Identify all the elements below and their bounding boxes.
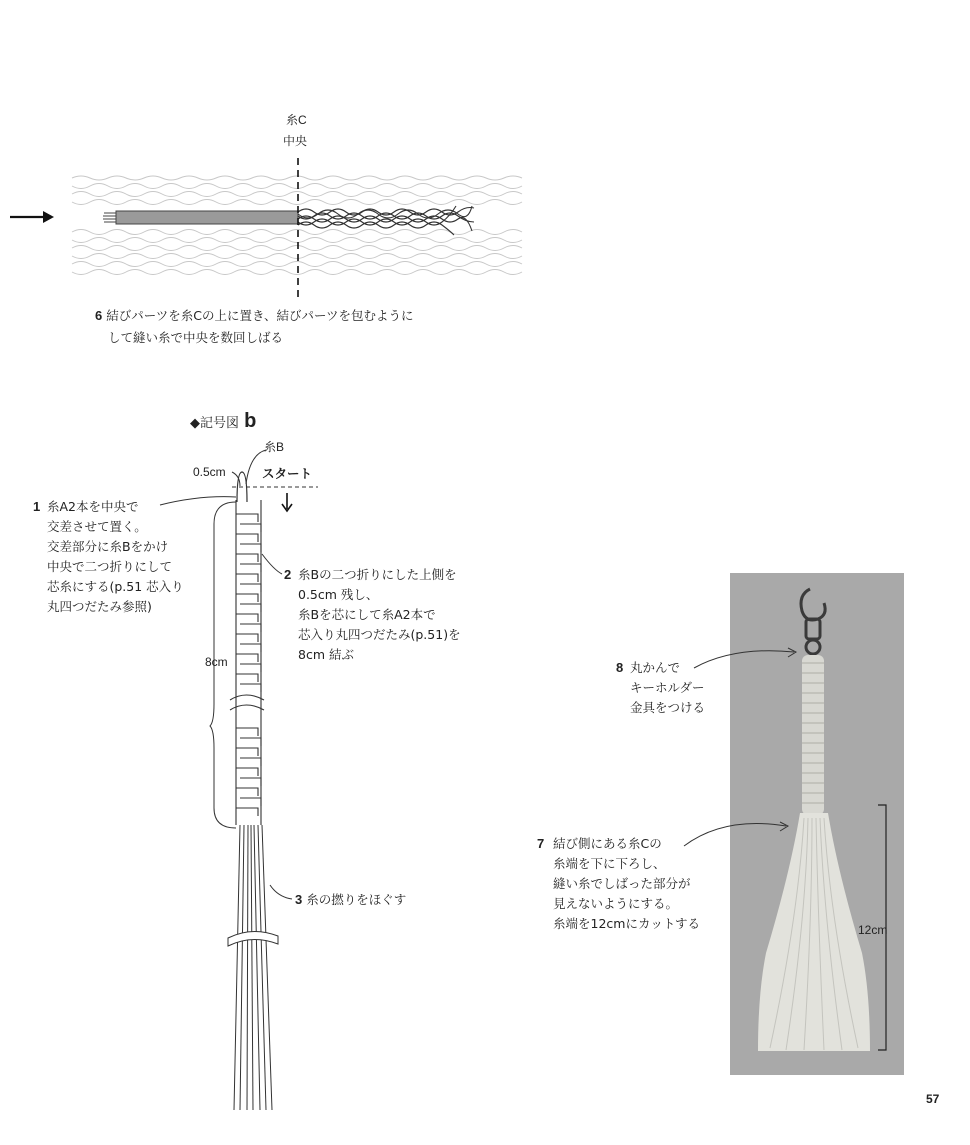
knotted-part-bar [116,211,298,224]
offset-label: 0.5cm [193,465,226,479]
step-7-line: 結び側にある糸Cの [553,836,662,851]
step-1-line: 交差させて置く。 [47,519,147,534]
length-label: 8cm [205,655,228,669]
offset-leader [232,472,240,486]
step-2-line: 0.5cm 残し、 [298,587,379,602]
step-3-note [295,890,406,910]
step-8-line: 金具をつける [630,700,706,715]
step-3-number: 3 [295,892,303,907]
loose-threads [234,825,272,1110]
step-1-line: 丸四つだたみ参照) [47,599,152,614]
photo-leaders [680,640,800,850]
knotted-cord [802,655,824,815]
diagram-title-letter: b [244,410,257,432]
step-8-line: キーホルダー [630,680,705,695]
step-7-arrowhead [780,822,788,831]
step-8-number: 8 [616,660,624,675]
step-3-leader [270,885,292,899]
knot-column [236,500,261,825]
step-2-line: 芯入り丸四つだたみ(p.51)を [298,627,461,642]
diagram-title-text: ◆記号図 [190,416,239,431]
step-7-line: 糸端を12cmにカットする [553,916,700,931]
step-7-number: 7 [537,836,545,851]
thread-c-bundle [72,176,522,275]
step-8-line: 丸かんで [630,660,681,675]
step-1-line: 中央で二つ折りにして [47,559,173,574]
down-arrow-icon [282,493,292,511]
step-2-number: 2 [284,567,292,582]
step-7-leader [684,824,786,847]
step-1-line: 交差部分に糸Bをかけ [47,539,169,554]
step-1-line: 芯糸にする(p.51 芯入り [47,579,184,594]
right-arrow-icon [10,211,54,223]
step-6-line1 [95,306,413,326]
step-1-line: 糸A2本を中央で [47,499,139,514]
step-7-line: 縫い糸でしばった部分が [553,876,691,891]
page-number: 57 [926,1092,940,1106]
step-8-leader [694,651,794,668]
step-6-text-1: 結びパーツを糸Cの上に置き、結びパーツを包むように [106,308,414,323]
figure-6-illustration [0,100,560,320]
step-6-line2: して縫い糸で中央を数回しばる [108,330,284,345]
thread-b-label: 糸B [264,440,285,454]
step-7-line: 見えないようにする。 [553,896,679,911]
step-1-number: 1 [33,499,41,514]
start-label: スタート [262,466,313,481]
step-2-line: 糸Bを芯にして糸A2本で [298,607,436,622]
tassel-length-label: 12cm [858,923,888,937]
step-8-arrowhead [788,648,796,657]
step-2-leader [262,554,282,574]
break-mark [230,695,264,710]
step-7-line: 糸端を下に下ろし、 [553,856,666,871]
figure-6 [0,100,560,323]
thread-break-mark [228,931,278,946]
step-2-line: 糸Bの二つ折りにした上側を [298,567,457,582]
step-3-text: 糸の撚りをほぐす [306,892,407,907]
step-6-number: 6 [95,308,103,323]
thread-c-label: 糸C [286,113,307,127]
center-label: 中央 [283,134,308,148]
knotted-part-end [103,213,116,222]
step-2-line: 8cm 結ぶ [298,647,354,662]
